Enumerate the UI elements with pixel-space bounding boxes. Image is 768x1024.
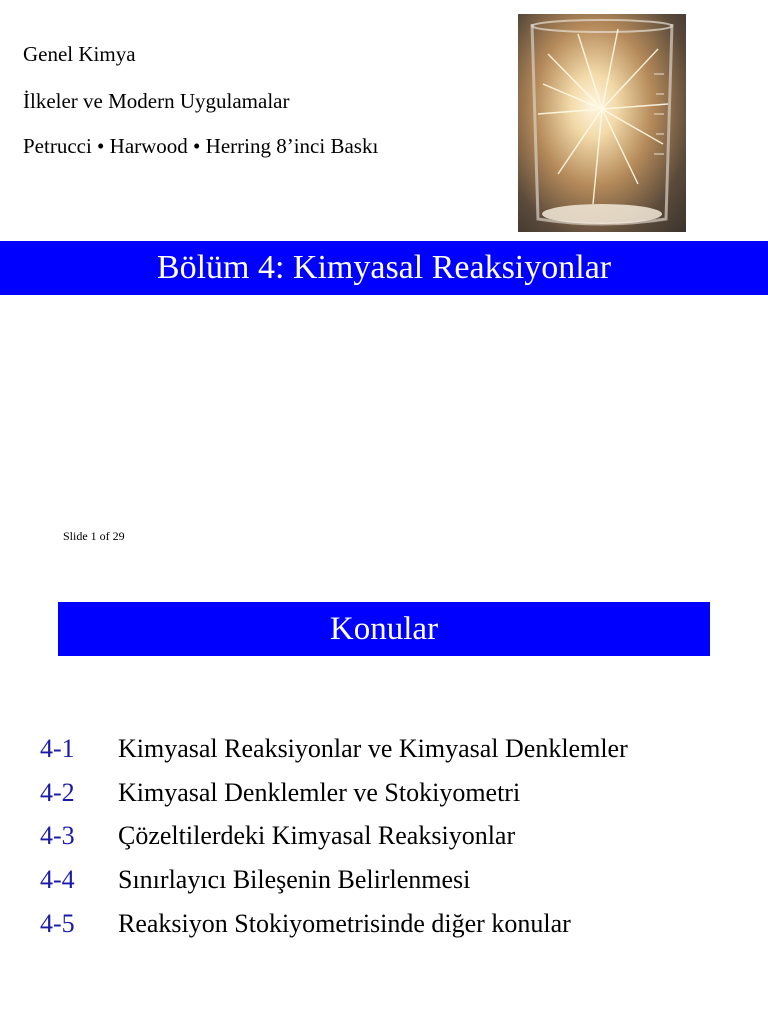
- topic-title: Sınırlayıcı Bileşenin Belirlenmesi: [118, 865, 471, 894]
- chapter-title: Bölüm 4: Kimyasal Reaksiyonlar: [156, 249, 612, 286]
- topic-title: Kimyasal Reaksiyonlar ve Kimyasal Denklemler: [118, 734, 628, 763]
- topic-number: 4-3: [40, 821, 75, 850]
- topics-heading: Konular: [329, 610, 439, 647]
- course-title: Genel Kimya: [23, 42, 136, 66]
- topic-number: 4-4: [40, 865, 75, 894]
- topic-number: 4-2: [40, 778, 75, 807]
- beaker-illustration: [518, 14, 686, 232]
- chapter-title-banner: [0, 241, 768, 295]
- beaker-reaction-image: [518, 14, 686, 232]
- topic-title: Reaksiyon Stokiyometrisinde diğer konular: [118, 909, 571, 938]
- slide-counter: Slide 1 of 29: [63, 529, 125, 543]
- topic-title: Çözeltilerdeki Kimyasal Reaksiyonlar: [118, 821, 516, 850]
- course-subtitle: İlkeler ve Modern Uygulamalar: [23, 89, 290, 113]
- topics-heading-banner: [58, 602, 710, 656]
- topic-number: 4-5: [40, 909, 75, 938]
- authors-edition: Petrucci • Harwood • Herring 8’inci Baskı: [23, 134, 379, 158]
- topic-number: 4-1: [40, 734, 75, 763]
- topic-title: Kimyasal Denklemler ve Stokiyometri: [118, 778, 521, 807]
